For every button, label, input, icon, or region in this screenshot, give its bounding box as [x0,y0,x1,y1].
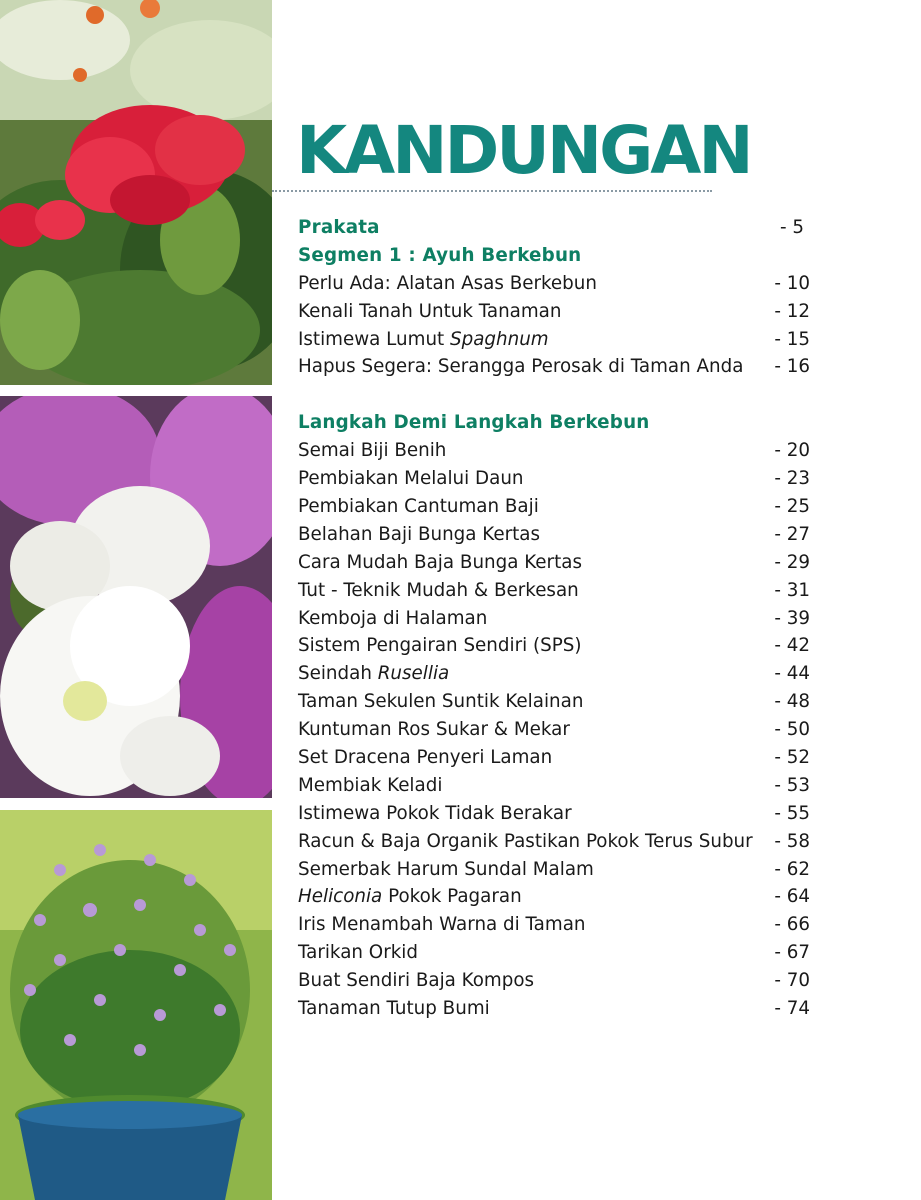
toc-page: - 16 [774,356,810,378]
toc-page: - 29 [774,551,810,573]
toc-label-prefix: Istimewa Lumut [298,328,451,350]
toc-label: Prakata [298,217,380,238]
toc-row[interactable] [298,967,818,995]
toc-page: - 70 [774,970,810,992]
toc-label: Iris Menambah Warna di Taman [298,914,586,936]
toc-label-italic: Heliconia [298,886,383,908]
toc-row[interactable] [298,883,818,911]
toc-row[interactable] [298,995,818,1023]
potted-plant-photo [0,810,272,1200]
toc-page: - 31 [774,579,810,601]
toc-row[interactable] [298,437,818,465]
toc-label: Sistem Pengairan Sendiri (SPS) [298,635,582,657]
toc-label: Tut - Teknik Mudah & Berkesan [298,579,579,601]
toc-label: Tanaman Tutup Bumi [298,998,490,1020]
toc-label: Istimewa Pokok Tidak Berakar [298,802,572,824]
toc-label: Belahan Baji Bunga Kertas [298,523,541,545]
toc-label: Cara Mudah Baja Bunga Kertas [298,551,582,573]
title-divider [272,190,712,192]
toc-row[interactable] [298,605,818,633]
toc-page: - 44 [774,663,810,685]
toc-label: Set Dracena Penyeri Laman [298,747,553,769]
toc-row[interactable] [298,632,818,660]
toc-page: - 50 [774,719,810,741]
section-heading-segment-2 [298,409,818,437]
toc-row[interactable] [298,744,818,772]
toc-page: - 27 [774,523,810,545]
toc-row[interactable] [298,772,818,800]
toc-page: - 42 [774,635,810,657]
toc-row[interactable] [298,660,818,688]
toc-page: - 48 [774,691,810,713]
toc-page: - 20 [774,440,810,462]
toc-page: - 67 [774,942,810,964]
toc-row[interactable] [298,326,818,354]
toc-label: Kemboja di Halaman [298,607,488,629]
toc-label: Pembiakan Cantuman Baji [298,496,539,518]
toc-label: Tarikan Orkid [298,942,418,964]
toc-row[interactable] [298,549,818,577]
toc-row[interactable] [298,298,818,326]
orchid-photo [0,396,272,798]
toc-label: Pembiakan Melalui Daun [298,468,524,490]
toc-row[interactable] [298,828,818,856]
toc-page: - 64 [774,886,810,908]
toc-label-prefix: Seindah [298,663,378,685]
toc-label: Taman Sekulen Suntik Kelainan [298,691,584,713]
toc-label: Semerbak Harum Sundal Malam [298,858,594,880]
table-of-contents [298,214,818,1023]
toc-row[interactable] [298,800,818,828]
section-heading-label: Segmen 1 : Ayuh Berkebun [298,244,582,266]
toc-row[interactable] [298,856,818,884]
toc-page: - 12 [774,300,810,322]
toc-page: - 74 [774,998,810,1020]
section-heading-label: Langkah Demi Langkah Berkebun [298,412,650,434]
toc-label [298,883,522,911]
toc-row-prakata[interactable] [298,214,818,242]
toc-page: - 10 [774,272,810,294]
toc-page: - 15 [774,328,810,350]
toc-label [298,326,549,354]
toc-page: - 52 [774,747,810,769]
page-title: KANDUNGAN [296,112,751,189]
toc-label: Racun & Baja Organik Pastikan Pokok Terus Subur [298,830,753,852]
toc-label: Kuntuman Ros Sukar & Mekar [298,719,570,741]
toc-page: - 53 [774,774,810,796]
toc-label [298,660,449,688]
toc-label-suffix: Pokok Pagaran [382,886,522,908]
toc-page: - 66 [774,914,810,936]
toc-row[interactable] [298,493,818,521]
toc-row[interactable] [298,270,818,298]
section-heading-segment-1 [298,242,818,270]
toc-row[interactable] [298,465,818,493]
toc-page: - 62 [774,858,810,880]
toc-page: - 23 [774,468,810,490]
toc-label: Perlu Ada: Alatan Asas Berkebun [298,272,597,294]
toc-label-italic: Spaghnum [450,328,549,350]
section-spacer [298,381,818,409]
toc-label: Semai Biji Benih [298,440,447,462]
toc-row[interactable] [298,716,818,744]
toc-label-italic: Rusellia [377,663,450,685]
toc-label: Buat Sendiri Baja Kompos [298,970,535,992]
toc-page: - 39 [774,607,810,629]
toc-row[interactable] [298,939,818,967]
toc-label: Kenali Tanah Untuk Tanaman [298,300,562,322]
toc-label: Membiak Keladi [298,774,443,796]
toc-page: - 25 [774,496,810,518]
toc-row[interactable] [298,521,818,549]
toc-page: - 58 [774,830,810,852]
toc-row[interactable] [298,688,818,716]
toc-row[interactable] [298,911,818,939]
toc-row[interactable] [298,353,818,381]
bougainvillea-photo [0,0,272,385]
toc-row[interactable] [298,577,818,605]
toc-page: - 55 [774,802,810,824]
toc-page: - 5 [779,217,804,238]
toc-label: Hapus Segera: Serangga Perosak di Taman Anda [298,356,744,378]
